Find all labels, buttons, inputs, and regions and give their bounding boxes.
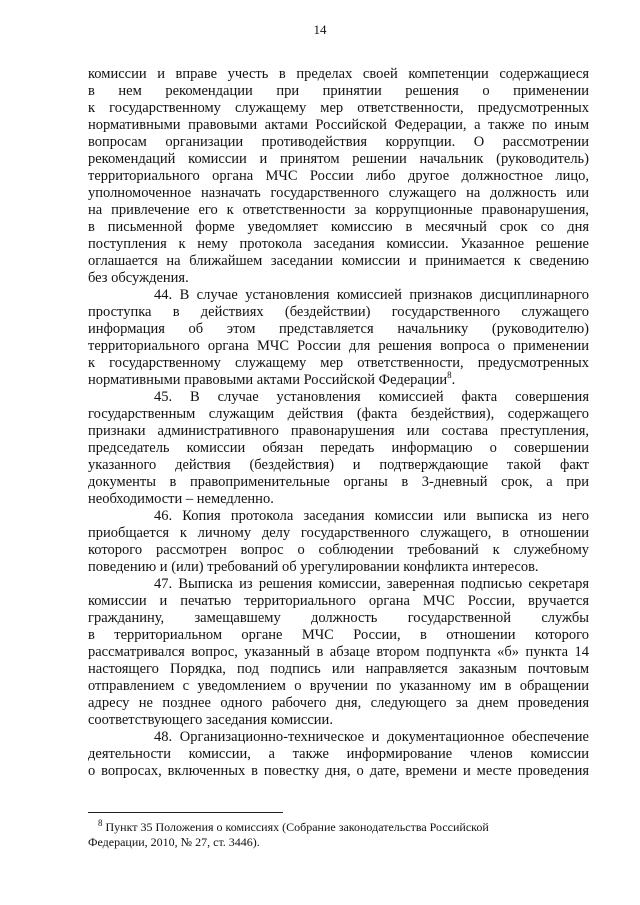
- text-line: [88, 559, 589, 576]
- text-line-content: комиссии и вправе учесть в пределах своей компетенции содержащиеся: [88, 66, 589, 82]
- footnote-line: [88, 820, 589, 835]
- text-line-content: поведению и (или) требований об урегулировании конфликта интересов.: [88, 559, 539, 575]
- text-line: [88, 287, 589, 304]
- text-line-content: информация об этом представляется начальнику (руководителю): [88, 321, 589, 337]
- text-line-content: соответствующего заседания комиссии.: [88, 712, 333, 728]
- text-line-content: адресу не позднее одного рабочего дня, следующего за днем проведения: [88, 695, 589, 711]
- text-line-content: 48. Организационно-техническое и документационное обеспечение: [154, 729, 589, 745]
- text-line: [88, 491, 589, 508]
- text-line: [88, 321, 589, 338]
- text-line-content: нормативными правовыми актами Российской Федерации: [88, 372, 448, 388]
- text-line-content: в территориальном органе МЧС России, в отношении которого: [88, 627, 589, 643]
- text-line: [88, 202, 589, 219]
- text-line-content: деятельности комиссии, а также информирование членов комиссии: [88, 746, 589, 762]
- text-line: [88, 542, 589, 559]
- text-line: [88, 610, 589, 627]
- text-line-content: 44. В случае установления комиссией признаков дисциплинарного: [154, 287, 589, 303]
- text-line: [88, 644, 589, 661]
- text-line-content: в нем рекомендации при принятии решения о применении: [88, 83, 589, 99]
- footnote-text: Пункт 35 Положения о комиссиях (Собрание законодательства Российской: [105, 820, 489, 834]
- text-line-content: отправлением с уведомлением о вручении по указанному им в обращении: [88, 678, 589, 694]
- text-line-content: проступка в действиях (бездействии) государственного служащего: [88, 304, 589, 320]
- text-line-tail: .: [451, 372, 456, 388]
- text-line: [88, 66, 589, 83]
- footnote-marker: 8: [98, 818, 103, 828]
- text-line-content: к государственному служащему мер ответственности, предусмотренных: [88, 355, 589, 371]
- text-line: [88, 576, 589, 593]
- text-line: [88, 83, 589, 100]
- page-number: 14: [313, 22, 327, 37]
- text-line-content: уполномоченное назначать государственного служащего на должность или: [88, 185, 589, 201]
- text-line-content: документы в правоприменительные органы в 3-дневный срок, а при: [88, 474, 589, 490]
- footnote-line: Федерации, 2010, № 27, ст. 3446).: [88, 835, 260, 849]
- text-line: [88, 168, 589, 185]
- text-line: [88, 593, 589, 610]
- text-line: [88, 219, 589, 236]
- text-line-content: нормативными правовыми актами Российской Федерации, а также по иным: [88, 117, 589, 133]
- text-line: [88, 525, 589, 542]
- text-line-content: оглашается на ближайшем заседании комиссии и принимается к сведению: [88, 253, 589, 269]
- footnote-divider: [88, 812, 283, 813]
- text-line-content: которого рассмотрен вопрос о соблюдении требований к служебному: [88, 542, 589, 558]
- footnote-reference: 8: [447, 370, 452, 381]
- text-line: [88, 457, 589, 474]
- text-line: [88, 474, 589, 491]
- text-line: [88, 253, 589, 270]
- text-line: [88, 746, 589, 763]
- text-line-content: без обсуждения.: [88, 270, 189, 286]
- text-line: [88, 134, 589, 151]
- text-line-content: рассматривался вопрос, указанный в абзаце втором подпункта «б» пункта 14: [88, 644, 589, 660]
- text-line: [88, 661, 589, 678]
- text-line-content: о вопросах, включенных в повестку дня, о дате, времени и месте проведения: [88, 763, 589, 779]
- text-line: [88, 151, 589, 168]
- text-line: [88, 100, 589, 117]
- footnote: [88, 820, 589, 850]
- text-line: [88, 117, 589, 134]
- text-line: [88, 695, 589, 712]
- text-line-content: необходимости – немедленно.: [88, 491, 274, 507]
- text-line: [88, 355, 589, 372]
- text-line: [88, 763, 589, 780]
- text-line-content: 47. Выписка из решения комиссии, заверенная подписью секретаря: [154, 576, 589, 592]
- document-body: [88, 66, 589, 780]
- text-line-content: 46. Копия протокола заседания комиссии или выписка из него: [154, 508, 589, 524]
- text-line: [88, 627, 589, 644]
- text-line: [88, 185, 589, 202]
- text-line: [88, 236, 589, 253]
- text-line-content: поступления к нему протокола заседания комиссии. Указанное решение: [88, 236, 589, 252]
- text-line-content: 45. В случае установления комиссией факта совершения: [154, 389, 589, 405]
- text-line-content: председатель комиссии обязан передать информацию о совершении: [88, 440, 589, 456]
- text-line: [88, 729, 589, 746]
- text-line-content: указанного действия (бездействия) и подтверждающие такой факт: [88, 457, 589, 473]
- text-line-content: приобщается к личному делу государственного служащего, в отношении: [88, 525, 589, 541]
- text-line: [88, 423, 589, 440]
- text-line: [88, 372, 589, 389]
- text-line: [88, 270, 589, 287]
- text-line: [88, 406, 589, 423]
- text-line: [88, 440, 589, 457]
- text-line-content: настоящего Порядка, под подпись или направляется заказным почтовым: [88, 661, 589, 677]
- text-line: [88, 338, 589, 355]
- text-line-content: на привлечение его к ответственности за коррупционные правонарушения,: [88, 202, 589, 218]
- text-line-content: комиссии и печатью территориального органа МЧС России, вручается: [88, 593, 589, 609]
- text-line-content: вопросам организации противодействия коррупции. О рассмотрении: [88, 134, 589, 150]
- text-line-content: государственным служащим действия (факта бездействия), содержащего: [88, 406, 589, 422]
- text-line: [88, 712, 589, 729]
- text-line-content: в письменной форме уведомляет комиссию в месячный срок со дня: [88, 219, 589, 235]
- text-line-content: рекомендаций комиссии и принятом решении начальник (руководитель): [88, 151, 589, 167]
- text-line: [88, 304, 589, 321]
- text-line-content: гражданину, замещавшему должность государственной службы: [88, 610, 589, 626]
- text-line-content: признаки административного правонарушения или состава преступления,: [88, 423, 589, 439]
- text-line: [88, 508, 589, 525]
- text-line: [88, 389, 589, 406]
- text-line-content: территориального органа МЧС России для решения вопроса о применении: [88, 338, 589, 354]
- text-line-content: к государственному служащему мер ответственности, предусмотренных: [88, 100, 589, 116]
- text-line: [88, 678, 589, 695]
- text-line-content: территориального органа МЧС России либо другое должностное лицо,: [88, 168, 589, 184]
